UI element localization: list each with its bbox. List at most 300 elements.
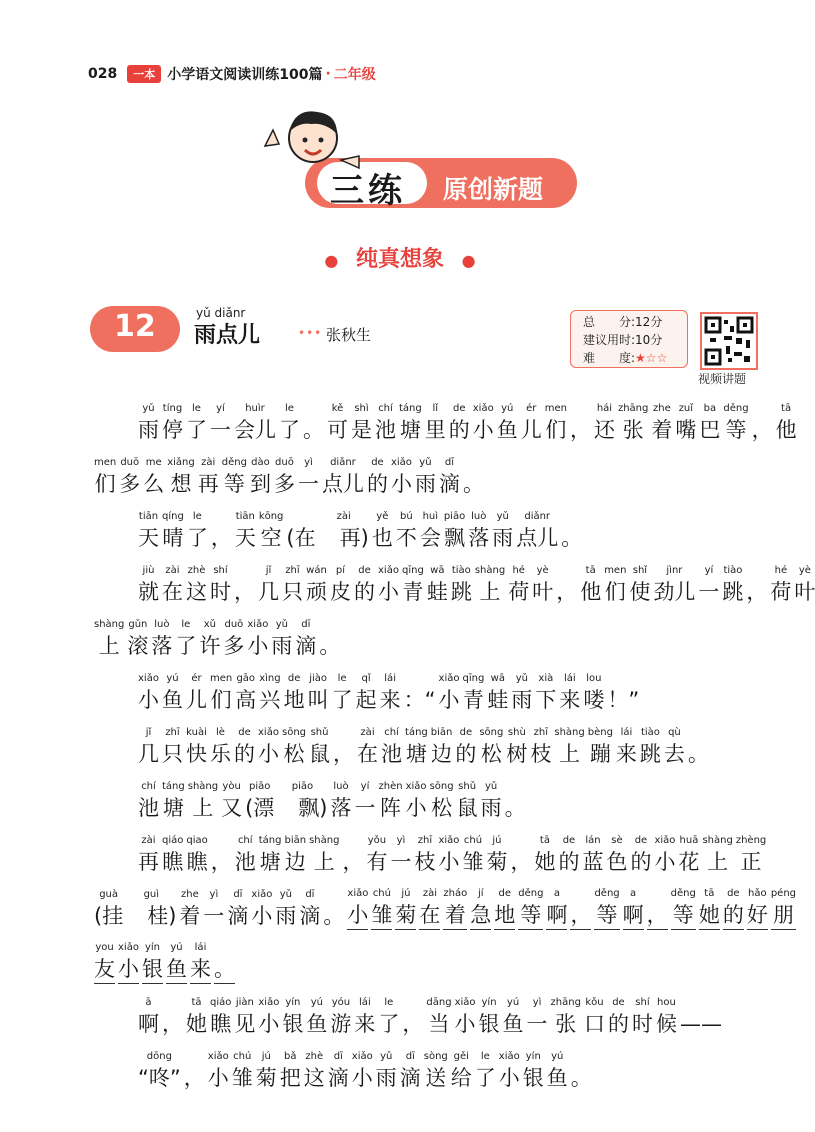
- pinyin: biān: [284, 835, 307, 846]
- char-with-pinyin: [323, 888, 344, 930]
- hanzi: 雨: [271, 634, 293, 658]
- char-with-pinyin: [776, 402, 797, 444]
- pinyin: piāo: [443, 511, 466, 522]
- hanzi: ，: [402, 1012, 424, 1036]
- hanzi: 来: [190, 957, 211, 981]
- hanzi: 菊: [486, 850, 508, 874]
- char-with-pinyin: [186, 996, 207, 1038]
- char-with-pinyin: [354, 564, 375, 606]
- hanzi: 的: [455, 742, 477, 766]
- hanzi: 松: [480, 742, 502, 766]
- hanzi: 滴: [438, 472, 460, 496]
- char-with-pinyin: [656, 996, 677, 1038]
- char-with-pinyin: [227, 888, 248, 930]
- pinyin: hái: [596, 403, 613, 414]
- author-name: 张秋生: [326, 326, 372, 344]
- hanzi: 小: [351, 1066, 373, 1090]
- hanzi: 高: [235, 688, 257, 712]
- pinyin: de: [287, 673, 301, 684]
- pinyin: de: [358, 565, 371, 576]
- char-with-pinyin: [138, 834, 159, 876]
- char-with-pinyin: [570, 402, 591, 444]
- video-lesson-label: 视频讲题: [698, 372, 747, 386]
- pinyin: piāo: [249, 781, 271, 792]
- pinyin: tiào: [640, 727, 660, 738]
- hanzi: 张: [555, 1012, 577, 1036]
- pinyin: dī: [333, 1051, 343, 1062]
- pinyin: yě: [376, 511, 389, 522]
- story-line: [94, 660, 774, 714]
- pinyin: dào: [251, 457, 270, 468]
- story-line: [94, 930, 774, 984]
- char-with-pinyin: [518, 887, 543, 930]
- hanzi: ，: [183, 1066, 205, 1090]
- story-line: [94, 984, 774, 1038]
- char-with-pinyin: [186, 672, 207, 714]
- char-with-pinyin: [723, 887, 744, 930]
- pinyin: yú: [506, 997, 520, 1008]
- pinyin: de: [459, 727, 473, 738]
- hanzi: ！”: [607, 688, 640, 712]
- hanzi: 鱼: [546, 1066, 568, 1090]
- char-with-pinyin: [551, 996, 581, 1038]
- hanzi: 桂): [126, 904, 177, 928]
- char-with-pinyin: [508, 564, 529, 606]
- char-with-pinyin: [400, 1050, 421, 1092]
- char-with-pinyin: [391, 456, 412, 498]
- hanzi: 们: [604, 580, 626, 604]
- pinyin: men: [544, 403, 567, 414]
- char-with-pinyin: [306, 996, 327, 1038]
- char-with-pinyin: [330, 996, 351, 1038]
- char-with-pinyin: [352, 1050, 373, 1092]
- pinyin: lè: [216, 727, 225, 738]
- hanzi: 。: [323, 904, 345, 928]
- char-with-pinyin: [184, 1050, 205, 1092]
- hanzi: 飘: [444, 526, 466, 550]
- hanzi: 雏: [371, 903, 393, 927]
- char-with-pinyin: [616, 726, 637, 768]
- hanzi: 了: [279, 418, 300, 442]
- hanzi: 边: [431, 742, 453, 766]
- char-with-pinyin: [420, 510, 441, 552]
- char-with-pinyin: [438, 834, 459, 876]
- bullet-icon: ●: [461, 250, 476, 270]
- pinyin: gǔn: [128, 619, 148, 630]
- hanzi: 多: [273, 472, 295, 496]
- char-with-pinyin: [322, 456, 364, 498]
- hanzi: 晴: [162, 526, 184, 550]
- char-with-pinyin: [479, 996, 500, 1038]
- story-line: [94, 444, 774, 498]
- char-with-pinyin: [210, 672, 232, 714]
- char-with-pinyin: [309, 726, 330, 768]
- char-with-pinyin: [770, 564, 791, 606]
- pinyin: wán: [306, 565, 327, 576]
- char-with-pinyin: [342, 834, 363, 876]
- char-with-pinyin: [235, 672, 256, 714]
- hanzi: 还: [593, 418, 615, 442]
- pinyin: shǐ: [632, 565, 648, 576]
- char-with-pinyin: [559, 672, 580, 714]
- pinyin: yè: [536, 565, 549, 576]
- pinyin: yí: [216, 403, 225, 414]
- char-with-pinyin: [608, 996, 629, 1038]
- pinyin: xiǎo: [247, 619, 269, 630]
- pinyin: zài: [201, 457, 216, 468]
- pinyin: tā: [539, 835, 550, 846]
- hanzi: 。: [462, 472, 484, 496]
- pinyin: lái: [384, 673, 396, 684]
- pinyin: dī: [405, 1051, 415, 1062]
- char-with-pinyin: [516, 510, 558, 552]
- char-with-pinyin: [678, 834, 699, 876]
- hanzi: 雏: [231, 1066, 253, 1090]
- pinyin: táng: [399, 403, 422, 414]
- pinyin: yǔ: [380, 1051, 393, 1062]
- pinyin: zuǐ: [678, 403, 694, 414]
- char-with-pinyin: [210, 996, 231, 1038]
- hanzi: ，: [569, 418, 591, 442]
- hanzi: 巴: [699, 418, 721, 442]
- pinyin: duō: [224, 619, 244, 630]
- pinyin: dōng: [146, 1051, 172, 1062]
- pinyin: jiào: [309, 673, 328, 684]
- char-with-pinyin: [492, 510, 513, 552]
- pinyin: luò: [154, 619, 170, 630]
- hanzi: 的: [722, 903, 744, 927]
- pinyin: zhè: [187, 565, 206, 576]
- hanzi: 枝: [414, 850, 436, 874]
- char-with-pinyin: [319, 510, 369, 552]
- pinyin: táng: [405, 727, 428, 738]
- hanzi: 鼠: [456, 796, 478, 820]
- story-body: [94, 390, 815, 1092]
- hanzi: 也: [371, 526, 393, 550]
- hanzi: 这: [303, 1066, 325, 1090]
- pinyin: yín: [144, 942, 161, 953]
- char-with-pinyin: [468, 510, 489, 552]
- hanzi: 来: [354, 1012, 376, 1036]
- char-with-pinyin: [424, 1050, 448, 1092]
- hanzi: 等: [596, 903, 618, 927]
- char-with-pinyin: [449, 402, 470, 444]
- qr-code[interactable]: [700, 312, 758, 370]
- char-with-pinyin: [235, 834, 256, 876]
- pinyin: yí: [360, 781, 370, 792]
- hanzi: 快: [186, 742, 207, 766]
- pinyin: qīng: [402, 565, 424, 576]
- hanzi: 滴: [227, 904, 249, 928]
- pinyin: biān: [430, 727, 453, 738]
- char-with-pinyin: [186, 726, 207, 768]
- char-with-pinyin: [306, 564, 327, 606]
- hanzi: 在: [162, 580, 183, 604]
- hanzi: 花: [678, 850, 700, 874]
- hanzi: 。: [319, 634, 341, 658]
- score-info-box: [570, 310, 688, 368]
- pinyin: xiǎo: [405, 781, 427, 792]
- pinyin: qù: [668, 727, 681, 738]
- pinyin: men: [94, 457, 117, 468]
- difficulty-row: [583, 349, 687, 367]
- pinyin: duō: [120, 457, 140, 468]
- pinyin: yǔ: [484, 781, 498, 792]
- hanzi: 蹦: [589, 742, 611, 766]
- pinyin: yì: [396, 835, 406, 846]
- hanzi: 的: [630, 850, 652, 874]
- char-with-pinyin: [451, 564, 472, 606]
- char-with-pinyin: [654, 834, 675, 876]
- hanzi: 一: [390, 850, 412, 874]
- hanzi: “咚”: [138, 1066, 181, 1090]
- bullet-icon: ●: [324, 250, 339, 270]
- pinyin: yǔ: [275, 619, 288, 630]
- hanzi: 啊: [546, 903, 568, 927]
- hanzi: (在: [286, 526, 316, 550]
- pinyin: de: [612, 997, 625, 1008]
- char-with-pinyin: [506, 726, 527, 768]
- pinyin: táng: [162, 781, 185, 792]
- pinyin: děng: [723, 403, 749, 414]
- char-with-pinyin: [431, 726, 453, 768]
- hanzi: 来: [559, 688, 581, 712]
- pinyin: de: [371, 457, 384, 468]
- char-with-pinyin: [771, 887, 796, 930]
- pinyin: jú: [492, 835, 502, 846]
- char-with-pinyin: [247, 618, 268, 660]
- char-with-pinyin: [505, 780, 526, 822]
- hanzi: 叶: [794, 580, 815, 604]
- char-with-pinyin: [186, 564, 207, 606]
- pinyin: bèng: [587, 727, 613, 738]
- hanzi: 小: [251, 904, 273, 928]
- hanzi: 的: [558, 850, 580, 874]
- char-with-pinyin: [286, 510, 315, 552]
- pinyin: qiáo: [162, 835, 184, 846]
- hanzi: 口: [583, 1012, 605, 1036]
- char-with-pinyin: [223, 618, 244, 660]
- char-with-pinyin: [632, 996, 653, 1038]
- pinyin: shù: [507, 727, 526, 738]
- pinyin: lái: [359, 997, 371, 1008]
- hanzi: 小: [438, 850, 460, 874]
- hanzi: 来: [615, 742, 637, 766]
- pinyin: sè: [611, 835, 623, 846]
- char-with-pinyin: [284, 672, 305, 714]
- hanzi: ：“: [403, 688, 436, 712]
- hanzi: 菊: [255, 1066, 277, 1090]
- pinyin: le: [384, 997, 394, 1008]
- char-with-pinyin: [162, 564, 183, 606]
- hanzi: 鱼: [166, 957, 187, 981]
- pinyin: sōng: [429, 781, 454, 792]
- char-with-pinyin: [327, 402, 348, 444]
- hanzi: 雏: [462, 850, 484, 874]
- hanzi: 。: [504, 796, 526, 820]
- hanzi: ，: [234, 580, 255, 604]
- pinyin: dī: [301, 619, 311, 630]
- char-with-pinyin: [259, 672, 280, 714]
- char-with-pinyin: [527, 996, 548, 1038]
- char-with-pinyin: [258, 726, 279, 768]
- char-with-pinyin: [463, 672, 485, 714]
- pinyin: yú: [166, 673, 179, 684]
- hanzi: 跳: [639, 742, 661, 766]
- hanzi: 她: [186, 1012, 207, 1036]
- hanzi: 小: [390, 472, 412, 496]
- hanzi: 一: [698, 580, 720, 604]
- char-with-pinyin: [545, 402, 567, 444]
- char-with-pinyin: [427, 564, 448, 606]
- hanzi: 时: [631, 1012, 653, 1036]
- hanzi: 乐: [210, 742, 231, 766]
- hanzi: 池: [234, 850, 256, 874]
- char-with-pinyin: [415, 456, 436, 498]
- pinyin: xiǎo: [347, 888, 369, 899]
- hanzi: 银: [282, 1012, 304, 1036]
- char-with-pinyin: [747, 887, 768, 930]
- hanzi: 上: [98, 634, 120, 658]
- char-with-pinyin: [166, 941, 187, 984]
- pinyin: péng: [770, 888, 796, 899]
- pinyin: gěi: [453, 1051, 469, 1062]
- hanzi: 这: [186, 580, 207, 604]
- char-with-pinyin: [594, 402, 615, 444]
- char-with-pinyin: [530, 726, 551, 768]
- pinyin: táng: [258, 835, 282, 846]
- hanzi: 当: [428, 1012, 450, 1036]
- char-with-pinyin: [250, 456, 271, 498]
- hanzi: 上: [559, 742, 581, 766]
- char-with-pinyin: [210, 726, 231, 768]
- banner-part2: 原创新题: [443, 175, 544, 204]
- pinyin: chí: [237, 835, 253, 846]
- pinyin: chí: [378, 403, 393, 414]
- story-line: [94, 876, 796, 930]
- pinyin: yǔ: [496, 511, 509, 522]
- hanzi: 游: [330, 1012, 352, 1036]
- pinyin: ā: [145, 997, 152, 1008]
- hanzi: 把: [279, 1066, 301, 1090]
- book-title: 小学语文阅读训练100篇: [167, 67, 323, 83]
- char-with-pinyin: [399, 402, 422, 444]
- char-with-pinyin: [462, 834, 483, 876]
- pinyin: zhāng: [550, 997, 581, 1008]
- pinyin: shàng: [702, 835, 733, 846]
- char-with-pinyin: [303, 402, 324, 444]
- hanzi: 会儿: [234, 418, 276, 442]
- pinyin: a: [553, 888, 560, 899]
- char-with-pinyin: [282, 996, 303, 1038]
- suggested-time: 建议用时:10分: [583, 333, 663, 347]
- char-with-pinyin: [138, 780, 159, 822]
- hanzi: 小: [378, 580, 399, 604]
- hanzi: 塘: [399, 418, 421, 442]
- pinyin: tiān: [235, 511, 255, 522]
- pinyin: xiǎo: [654, 835, 676, 846]
- pinyin: de: [562, 835, 576, 846]
- pinyin: zhèn: [378, 781, 403, 792]
- hanzi: 鼠: [309, 742, 331, 766]
- page-header: [88, 64, 376, 84]
- hanzi: 边: [284, 850, 306, 874]
- char-with-pinyin: [211, 510, 232, 552]
- pinyin: hé: [512, 565, 525, 576]
- pinyin: kuài: [186, 727, 207, 738]
- char-with-pinyin: [722, 564, 743, 606]
- pinyin: dī: [444, 457, 454, 468]
- hanzi: 的: [448, 418, 470, 442]
- pinyin: qíng: [162, 511, 184, 522]
- hanzi: 空: [260, 526, 282, 550]
- char-with-pinyin: [175, 618, 196, 660]
- hanzi: 。: [214, 957, 235, 981]
- section-banner: [255, 100, 585, 230]
- pinyin: qiáo: [210, 997, 232, 1008]
- pinyin: zài: [360, 727, 375, 738]
- char-with-pinyin: [119, 456, 140, 498]
- pinyin: xiǎo: [138, 673, 159, 684]
- hanzi: 可: [327, 418, 348, 442]
- hanzi: 正: [740, 850, 762, 874]
- hanzi: ，: [646, 903, 668, 927]
- hanzi: 小: [454, 1012, 476, 1036]
- pinyin: xiǎo: [438, 835, 460, 846]
- pinyin: yín: [481, 997, 497, 1008]
- char-with-pinyin: [186, 834, 207, 876]
- pinyin: qǐ: [361, 673, 371, 684]
- hanzi: 池: [138, 796, 159, 820]
- pinyin: chú: [372, 888, 391, 899]
- pinyin: zài: [141, 835, 156, 846]
- hanzi: 滴: [399, 1066, 421, 1090]
- pinyin: sōng: [282, 727, 307, 738]
- hanzi: 着: [179, 904, 201, 928]
- hanzi: 只: [282, 580, 303, 604]
- char-with-pinyin: [331, 780, 352, 822]
- hanzi: 是: [351, 418, 372, 442]
- hanzi: 荷: [770, 580, 792, 604]
- char-with-pinyin: [688, 726, 709, 768]
- pinyin: zhī: [165, 727, 180, 738]
- char-with-pinyin: [179, 888, 200, 930]
- page-number: 028: [88, 66, 118, 82]
- char-with-pinyin: [475, 1050, 496, 1092]
- char-with-pinyin: [497, 402, 518, 444]
- pinyin: tā: [585, 565, 596, 576]
- char-with-pinyin: [444, 510, 465, 552]
- char-with-pinyin: [367, 456, 388, 498]
- pinyin: shàng: [187, 781, 219, 792]
- char-with-pinyin: [275, 888, 296, 930]
- pinyin: xiǎo: [454, 997, 476, 1008]
- char-with-pinyin: [162, 834, 183, 876]
- hanzi: 他: [580, 580, 602, 604]
- char-with-pinyin: [187, 510, 208, 552]
- char-with-pinyin: [630, 834, 651, 876]
- hanzi: (挂: [94, 904, 124, 928]
- hanzi: 地: [283, 688, 305, 712]
- hanzi: 来: [379, 688, 401, 712]
- char-with-pinyin: [354, 996, 375, 1038]
- hanzi: 了: [175, 634, 197, 658]
- pinyin: děng: [221, 457, 247, 468]
- pinyin: yè: [798, 565, 811, 576]
- char-with-pinyin: [481, 780, 502, 822]
- char-with-pinyin: [794, 564, 815, 606]
- pinyin: de: [727, 888, 740, 899]
